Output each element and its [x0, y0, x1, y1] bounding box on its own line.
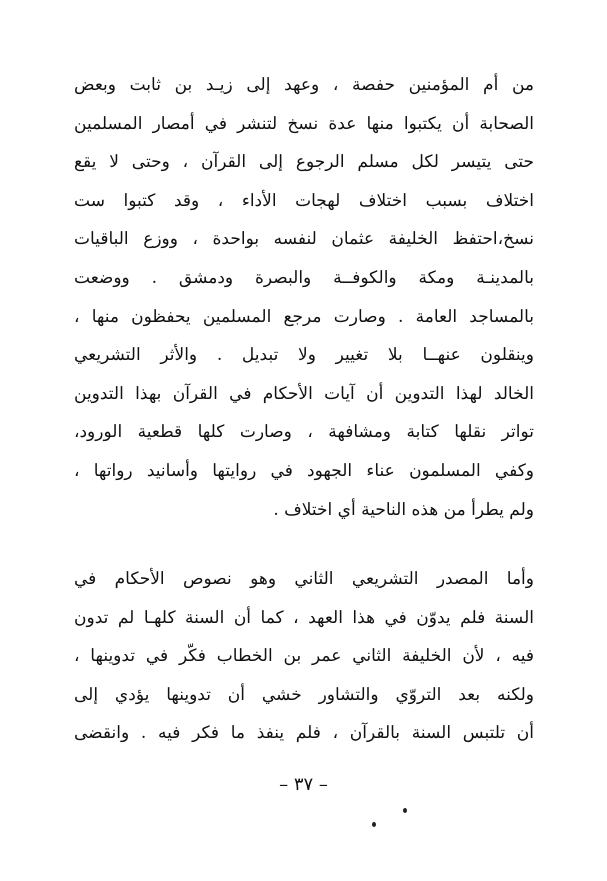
paragraph-1-line: بالمدينـة ومكة والكوفــة والبصرة ودمشق . ووضعت: [74, 267, 534, 288]
paragraph-2-line: ولكنه بعد التروّي والتشاور خشي أن تدوينها يؤدي إلى: [74, 684, 534, 705]
page-number: – ٣٧ –: [279, 774, 328, 795]
paragraph-1-line: من أم المؤمنين حفصة ، وعهد إلى زيـد بن ثابت وبعض: [74, 75, 534, 95]
paragraph-1-line: حتى يتيسر لكل مسلم الرجوع إلى القرآن ، وحتى لا يقع: [74, 152, 534, 173]
paragraph-1-line: تواتر نقلها كتابة ومشافهة ، وصارت كلها قطعية الورود،: [74, 422, 534, 443]
paragraph-1-line: الصحابة أن يكتبوا منها عدة نسخ لتنشر في أمصار المسلمين: [74, 113, 534, 134]
paragraph-2-line: وأما المصدر التشريعي الثاني وهو نصوص الأحكام في: [74, 569, 534, 589]
paragraph-2-line: فيه ، لأن الخليفة الثاني عمر بن الخطاب فكّر في تدوينها ،: [74, 646, 534, 667]
paragraph-1-line: وكفي المسلمون عناء الجهود في روايتها وأسانيد رواتها ،: [74, 460, 534, 481]
paragraph-1-line: وينقلون عنهــا بلا تغيير ولا تبديل . والأثر التشريعي: [74, 345, 534, 366]
ink-speck: [403, 808, 407, 813]
paragraph-1-line: بالمساجد العامة . وصارت مرجع المسلمين يحفظون منها ،: [74, 306, 534, 327]
paragraph-2-line: أن تلتبس السنة بالقرآن ، فلم ينفذ ما فكر فيه . وانقضى: [74, 723, 534, 744]
paragraph-2: [74, 560, 534, 753]
paragraph-1: [74, 66, 534, 529]
paragraph-1-line: الخالد لهذا التدوين أن آيات الأحكام في القرآن بهذا التدوين: [74, 383, 534, 404]
paragraph-1-line: اختلاف بسبب اختلاف لهجات الأداء ، وقد كتبوا ست: [74, 190, 534, 211]
ink-speck: [372, 822, 376, 827]
paragraph-1-line: نسخ،احتفظ الخليفة عثمان لنفسه بواحدة ، ووزع الباقيات: [74, 229, 534, 250]
paragraph-2-line: السنة فلم يدوّن في هذا العهد ، كما أن السنة كلهـا لم تدون: [74, 607, 534, 628]
paragraph-1-line: ولم يطرأ من هذه الناحية أي اختلاف .: [273, 499, 534, 520]
